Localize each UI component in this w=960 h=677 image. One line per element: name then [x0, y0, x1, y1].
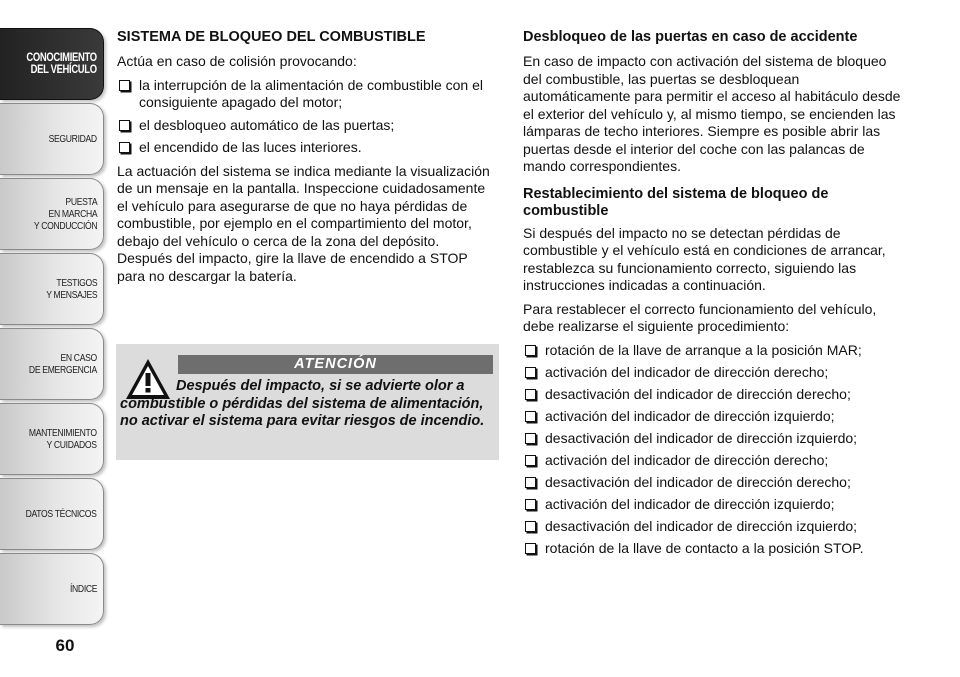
- list-item: el desbloqueo automático de las puertas;: [117, 117, 497, 135]
- reset-paragraph: Si después del impacto no se detectan pérdidas de combustible y el vehículo está en condiciones de arrancar, restablezca su funcionamiento correcto, siguiendo las instrucciones indicadas a continuación.: [523, 224, 886, 293]
- list-item: la interrupción de la alimentación de combustible con el consiguiente apagado del motor;: [117, 77, 497, 112]
- intro-paragraph: Actúa en caso de colisión provocando:: [117, 53, 357, 69]
- list-item: rotación de la llave de contacto a la posición STOP.: [523, 540, 908, 558]
- tab-seguridad[interactable]: [0, 103, 104, 175]
- warning-text: Después del impacto, si se advierte olor a combustible o pérdidas del sistema de alimentación, no activar el sistema para evitar riesgos de incendio.: [120, 378, 485, 429]
- procedure-steps: [523, 342, 908, 558]
- warning-title: ATENCIÓN: [178, 355, 493, 374]
- tab-puesta-en-marcha[interactable]: [0, 178, 104, 250]
- list-item: desactivación del indicador de dirección izquierdo;: [523, 430, 908, 448]
- tab-en-caso-de-emergencia[interactable]: [0, 328, 104, 400]
- list-item: rotación de la llave de arranque a la posición MAR;: [523, 342, 908, 360]
- procedure-intro: Para restablecer el correcto funcionamiento del vehículo, debe realizarse el siguiente procedimiento:: [523, 300, 877, 334]
- right-column: [523, 28, 908, 563]
- effects-list: [117, 77, 497, 157]
- list-item: el encendido de las luces interiores.: [117, 139, 497, 157]
- list-item: activación del indicador de dirección izquierdo;: [523, 408, 908, 426]
- list-item: desactivación del indicador de dirección derecho;: [523, 474, 908, 492]
- section-heading-reset: Restablecimiento del sistema de bloqueo de combustible: [523, 185, 829, 219]
- tab-label: SEGURIDAD: [48, 133, 97, 145]
- tab-testigos-y-mensajes[interactable]: [0, 253, 104, 325]
- door-unlock-paragraph: En caso de impacto con activación del sistema de bloqueo del combustible, las puertas se desbloquean automáticamente para permitir el acceso al habitáculo desde el exterior del vehículo y, al mismo tiempo, se encienden las lámparas de techo interiores. Siempre es posible abrir las puertas desde el interior del coche con las palancas de mando correspondientes.: [523, 53, 901, 174]
- list-item: desactivación del indicador de dirección derecho;: [523, 386, 908, 404]
- section-heading-door-unlock: Desbloqueo de las puertas en caso de accidente: [523, 29, 858, 45]
- tab-datos-tecnicos[interactable]: [0, 478, 104, 550]
- tab-label: PUESTA EN MARCHA Y CONDUCCIÓN: [33, 196, 97, 232]
- tab-label: CONOCIMIENTO DEL VEHÍCULO: [26, 52, 97, 76]
- tab-indice[interactable]: [0, 553, 104, 625]
- tab-mantenimiento-y-cuidados[interactable]: [0, 403, 104, 475]
- tab-label: TESTIGOS Y MENSAJES: [45, 277, 97, 301]
- page-number: 60: [55, 636, 75, 655]
- tab-conocimiento-del-vehiculo[interactable]: [0, 28, 104, 100]
- left-column: [117, 28, 497, 291]
- list-item: desactivación del indicador de dirección izquierdo;: [523, 518, 908, 536]
- list-item: activación del indicador de dirección derecho;: [523, 452, 908, 470]
- tab-label: MANTENIMIENTO Y CUIDADOS: [29, 427, 97, 451]
- tab-label: ÍNDICE: [69, 583, 97, 595]
- chapter-tabs: [0, 28, 104, 628]
- list-item: activación del indicador de dirección izquierdo;: [523, 496, 908, 514]
- tab-label: DATOS TÉCNICOS: [25, 508, 97, 520]
- body-paragraph: La actuación del sistema se indica mediante la visualización de un mensaje en la pantalla. Inspeccione cuidadosamente el vehículo para asegurarse de que no haya pérdidas de combustible, por ejemplo en el compartimiento del motor, debajo del vehículo o cerca de la zona del depósito. Después del impacto, gire la llave de encendido a STOP para no descargar la batería.: [117, 162, 490, 284]
- section-heading: SISTEMA DE BLOQUEO DEL COMBUSTIBLE: [117, 29, 426, 45]
- tab-label: EN CASO DE EMERGENCIA: [29, 352, 97, 376]
- list-item: activación del indicador de dirección derecho;: [523, 364, 908, 382]
